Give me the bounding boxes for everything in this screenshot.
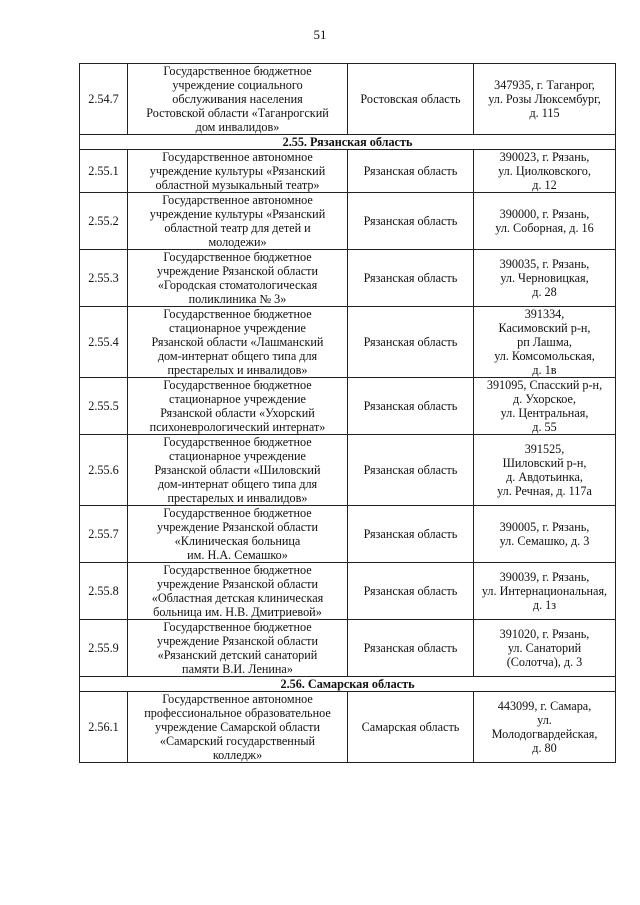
section-header-row [80,135,616,150]
region: Рязанская область [348,435,474,506]
institution-name-line: учреждение Самарской области [154,720,321,734]
address-line: д. 28 [532,285,557,299]
address-line: д. 1в [532,363,557,377]
row-number: 2.55.3 [80,250,128,307]
institution-name-line: Государственное бюджетное [163,620,312,634]
table-row [80,250,616,307]
address [474,250,616,307]
institution-name-line: «Рязанский детский санаторий [157,648,318,662]
region: Рязанская область [348,506,474,563]
institution-name-line: обслуживания населения [172,92,303,106]
address-line: ул. Циолковского, [498,164,591,178]
address-line: ул. Речная, д. 117а [497,484,592,498]
section-title: 2.56. Самарская область [80,677,616,692]
address [474,620,616,677]
institution-name-line: больница им. Н.В. Дмитриевой» [153,605,322,619]
table-row [80,692,616,763]
address [474,506,616,563]
institution-name-line: учреждение Рязанской области [156,634,319,648]
address-line: 391020, г. Рязань, [499,627,590,641]
institution-name-line: стационарное учреждение [169,449,306,463]
address-line: 390000, г. Рязань, [499,207,590,221]
institution-name-line: «Клиническая больница [174,534,301,548]
institution-name-line: «Городская стоматологическая [157,278,318,292]
region: Рязанская область [348,307,474,378]
institution-name-line: дом-интернат общего типа для [157,349,318,363]
address-line: 390023, г. Рязань, [499,150,590,164]
row-number: 2.55.9 [80,620,128,677]
address [474,307,616,378]
institution-name [128,250,348,307]
address-line: ул. Семашко, д. 3 [499,534,590,548]
row-number: 2.55.5 [80,378,128,435]
address-line: 391334, [524,307,565,321]
address-line: Касимовский р-н, [498,321,591,335]
section-title: 2.55. Рязанская область [80,135,616,150]
address-line: 391095, Спасский р-н, [486,378,603,392]
institution-name [128,435,348,506]
table-row [80,193,616,250]
region: Рязанская область [348,250,474,307]
institution-name-line: Государственное бюджетное [163,563,312,577]
institution-name [128,150,348,193]
address-line: д. 12 [532,178,557,192]
row-number: 2.56.1 [80,692,128,763]
institution-name-line: областной театр для детей и [164,221,311,235]
institution-name-line: дом-интернат общего типа для [157,477,318,491]
institution-name-line: психоневрологический интернат» [149,420,326,434]
institution-name-line: учреждение Рязанской области [156,264,319,278]
address-line: ул. [537,713,552,727]
address-line: ул. Центральная, [500,406,589,420]
institution-name-line: Государственное бюджетное [163,506,312,520]
institution-name [128,378,348,435]
address-line: 390005, г. Рязань, [499,520,590,534]
institution-name-line: Рязанской области «Шиловский [154,463,321,477]
institution-name-line: престарелых и инвалидов» [167,363,308,377]
address [474,563,616,620]
institution-name [128,506,348,563]
institution-name-line: Государственное бюджетное [163,378,312,392]
institution-name-line: молодежи» [208,235,267,249]
institution-name-line: дом инвалидов» [195,120,280,134]
institution-name [128,563,348,620]
address-line: д. 55 [532,420,557,434]
institution-name-line: престарелых и инвалидов» [167,491,308,505]
institution-name-line: профессиональное образовательное [144,706,331,720]
table-row [80,307,616,378]
address-line: д. 80 [532,741,557,755]
address-line: д. Ухорское, [513,392,576,406]
institution-name [128,193,348,250]
address-line: д. 115 [529,106,560,120]
address-line: 390035, г. Рязань, [499,257,590,271]
address-line: (Солотча), д. 3 [506,655,583,669]
institution-name-line: им. Н.А. Семашко» [187,548,288,562]
table-row [80,506,616,563]
address-line: Молодогвардейская, [491,727,598,741]
page-number: 51 [313,27,327,42]
address [474,193,616,250]
table-row [80,64,616,135]
institution-name [128,64,348,135]
institution-name-line: Государственное бюджетное [163,64,312,78]
address [474,64,616,135]
institution-name [128,620,348,677]
row-number: 2.54.7 [80,64,128,135]
address-line: 443099, г. Самара, [497,699,592,713]
institution-name-line: поликлиника № 3» [188,292,287,306]
address-line: 391525, [524,442,565,456]
institution-name-line: колледж» [212,748,263,762]
address [474,435,616,506]
row-number: 2.55.7 [80,506,128,563]
section-header-row [80,677,616,692]
region: Рязанская область [348,378,474,435]
institution-name-line: учреждение Рязанской области [156,520,319,534]
institution-name-line: Ростовской области «Таганрогский [146,106,329,120]
row-number: 2.55.4 [80,307,128,378]
table-row [80,435,616,506]
row-number: 2.55.6 [80,435,128,506]
institution-name-line: учреждение Рязанской области [156,577,319,591]
institutions-table-body [80,64,616,763]
address-line: ул. Розы Люксембург, [488,92,601,106]
address-line: ул. Санаторий [507,641,582,655]
table-row [80,378,616,435]
region: Рязанская область [348,563,474,620]
institution-name-line: областной музыкальный театр» [155,178,320,192]
row-number: 2.55.1 [80,150,128,193]
row-number: 2.55.8 [80,563,128,620]
institution-name [128,307,348,378]
table-row [80,563,616,620]
address [474,378,616,435]
address-line: д. Авдотьинка, [506,470,583,484]
institution-name-line: Рязанской области «Лашманский [151,335,324,349]
address-line: ул. Соборная, д. 16 [495,221,594,235]
institution-name-line: Государственное бюджетное [163,307,312,321]
region: Рязанская область [348,620,474,677]
table-row [80,150,616,193]
institution-name-line: Рязанской области «Ухорский [160,406,315,420]
institution-name-line: стационарное учреждение [169,321,306,335]
institution-name-line: учреждение социального [172,78,303,92]
address [474,150,616,193]
institution-name-line: «Областная детская клиническая [151,591,324,605]
region: Рязанская область [348,150,474,193]
address [474,692,616,763]
table-row [80,620,616,677]
institution-name [128,692,348,763]
institution-name-line: учреждение культуры «Рязанский [149,207,326,221]
address-line: д. 1з [532,598,557,612]
institution-name-line: Государственное автономное [162,692,313,706]
institution-name-line: Государственное бюджетное [163,250,312,264]
row-number: 2.55.2 [80,193,128,250]
institution-name-line: Государственное автономное [162,193,313,207]
institution-name-line: стационарное учреждение [169,392,306,406]
region: Рязанская область [348,193,474,250]
address-line: 390039, г. Рязань, [499,570,590,584]
institution-name-line: Государственное автономное [162,150,313,164]
institution-name-line: Государственное бюджетное [163,435,312,449]
institution-name-line: памяти В.И. Ленина» [182,662,293,676]
address-line: ул. Интернациональная, [481,584,608,598]
region: Самарская область [348,692,474,763]
address-line: ул. Комсомольская, [494,349,595,363]
institution-name-line: учреждение культуры «Рязанский [149,164,326,178]
address-line: рп Лашма, [517,335,572,349]
region: Ростовская область [348,64,474,135]
address-line: 347935, г. Таганрог, [494,78,595,92]
address-line: Шиловский р-н, [502,456,587,470]
address-line: ул. Черновицкая, [500,271,589,285]
institution-name-line: «Самарский государственный [159,734,316,748]
institutions-table [79,63,616,763]
